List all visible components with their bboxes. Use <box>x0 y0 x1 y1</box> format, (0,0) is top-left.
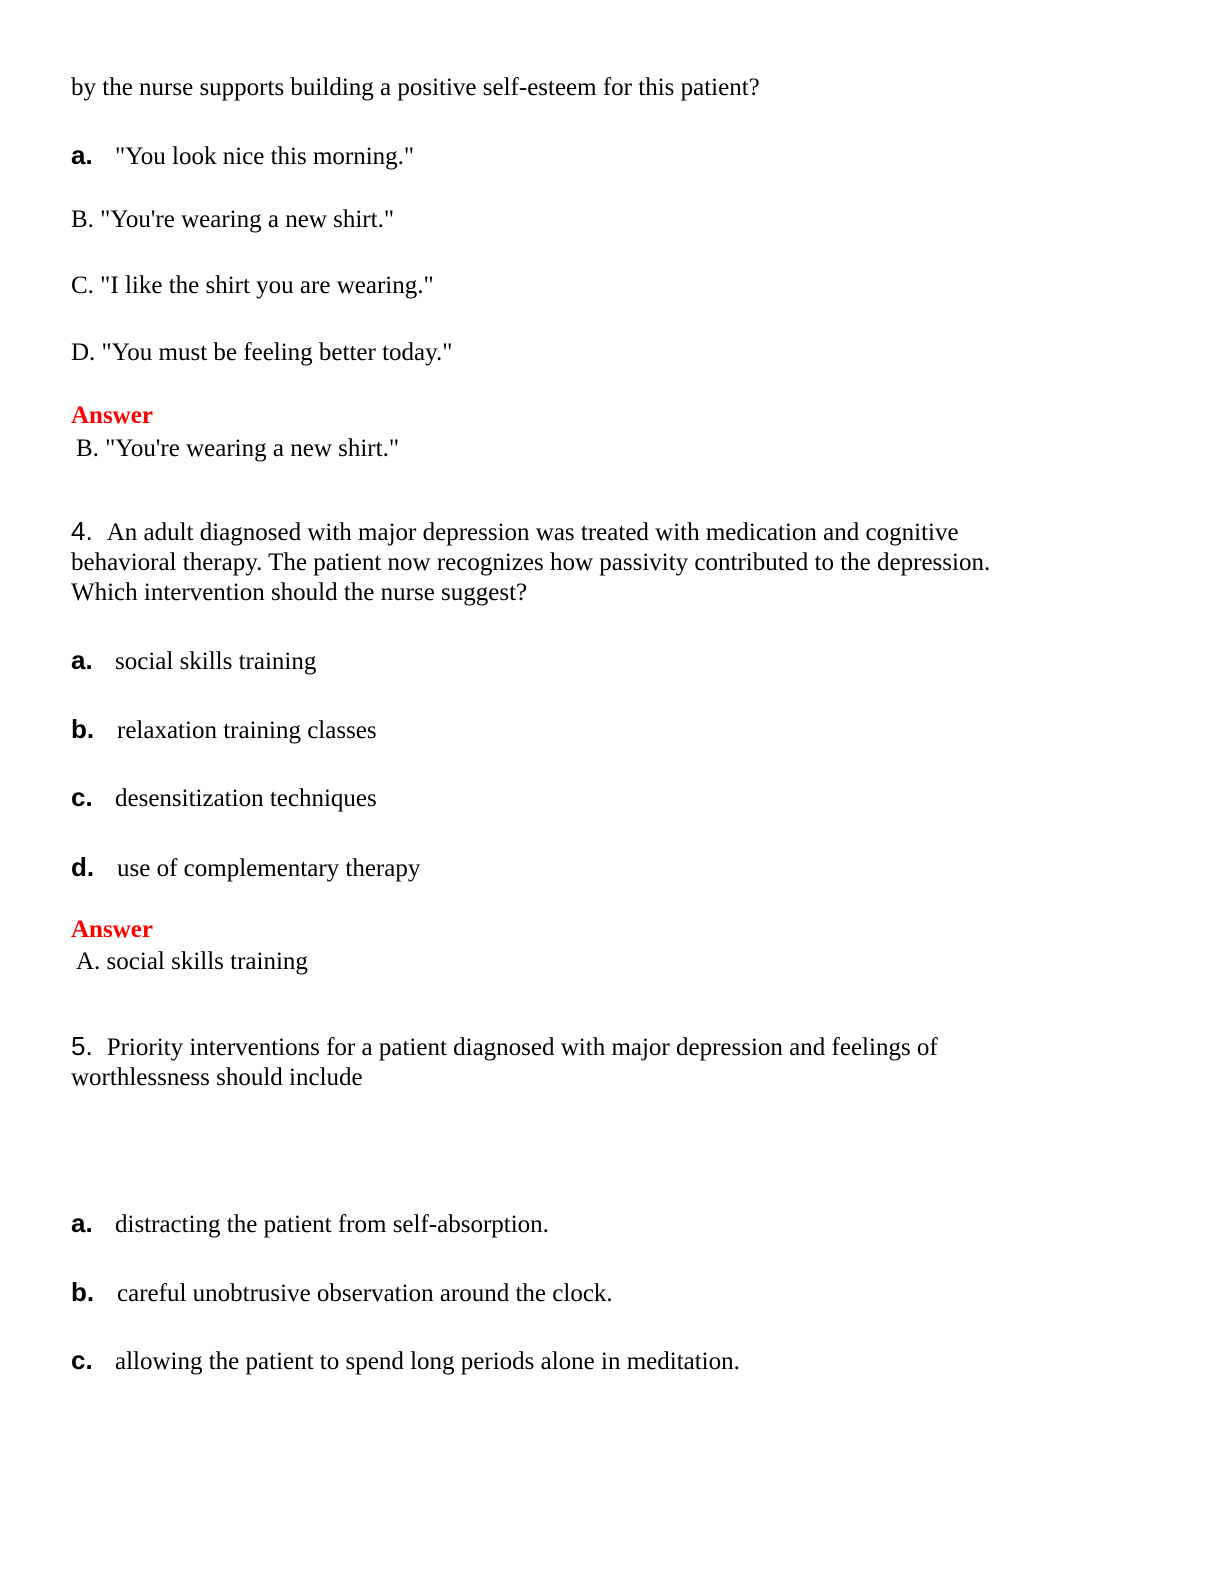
q3-answer-text: B. "You're wearing a new shirt." <box>76 435 400 462</box>
q5-number: 5. <box>71 1031 93 1061</box>
q3-option-b[interactable]: B. "You're wearing a new shirt." <box>71 206 395 233</box>
q3-answer-label: Answer <box>71 402 153 429</box>
q5-option-c[interactable] <box>71 1345 740 1377</box>
q5-option-a-text: distracting the patient from self-absorption. <box>115 1211 549 1238</box>
q4-option-c-letter: c. <box>71 782 93 812</box>
q4-answer-text: A. social skills training <box>76 948 308 975</box>
q4-option-a-letter: a. <box>71 645 93 675</box>
q4-option-d[interactable] <box>71 852 420 884</box>
q4-stem <box>71 516 1151 608</box>
q5-stem <box>71 1031 1151 1093</box>
q4-option-d-text: use of complementary therapy <box>117 855 421 882</box>
q4-stem-line-3: Which intervention should the nurse suggest? <box>71 579 528 606</box>
q3-option-d[interactable]: D. "You must be feeling better today." <box>71 339 453 366</box>
q4-option-b-text: relaxation training classes <box>117 717 377 744</box>
q4-option-a[interactable] <box>71 645 316 677</box>
q3-option-a[interactable] <box>71 140 414 172</box>
q4-option-b[interactable] <box>71 714 377 746</box>
q4-number: 4. <box>71 516 93 546</box>
q5-option-b[interactable] <box>71 1277 613 1309</box>
q5-option-c-text: allowing the patient to spend long periods alone in meditation. <box>115 1348 740 1375</box>
q5-option-a[interactable] <box>71 1208 549 1240</box>
q4-stem-line-1: 4. An adult diagnosed with major depression was treated with medication and cognitive <box>71 516 959 546</box>
q4-stem-line-2: behavioral therapy. The patient now recognizes how passivity contributed to the depression. <box>71 549 991 576</box>
q3-option-a-letter: a. <box>71 140 93 170</box>
q5-option-b-letter: b. <box>71 1277 95 1307</box>
q4-option-c-text: desensitization techniques <box>115 785 377 812</box>
q5-stem-line-2: worthlessness should include <box>71 1064 363 1091</box>
q4-option-c[interactable] <box>71 782 377 814</box>
q5-option-c-letter: c. <box>71 1345 93 1375</box>
q3-option-c[interactable]: C. "I like the shirt you are wearing." <box>71 272 434 299</box>
q5-option-b-text: careful unobtrusive observation around the clock. <box>117 1280 613 1307</box>
q3-stem-tail: by the nurse supports building a positive self-esteem for this patient? <box>71 74 760 101</box>
q3-option-a-text: "You look nice this morning." <box>115 143 415 170</box>
q4-option-d-letter: d. <box>71 852 95 882</box>
q5-option-a-letter: a. <box>71 1208 93 1238</box>
q4-option-a-text: social skills training <box>115 648 317 675</box>
q5-stem-line-1: 5. Priority interventions for a patient diagnosed with major depression and feelings of <box>71 1031 938 1061</box>
q4-answer-label: Answer <box>71 916 153 943</box>
q4-option-b-letter: b. <box>71 714 95 744</box>
